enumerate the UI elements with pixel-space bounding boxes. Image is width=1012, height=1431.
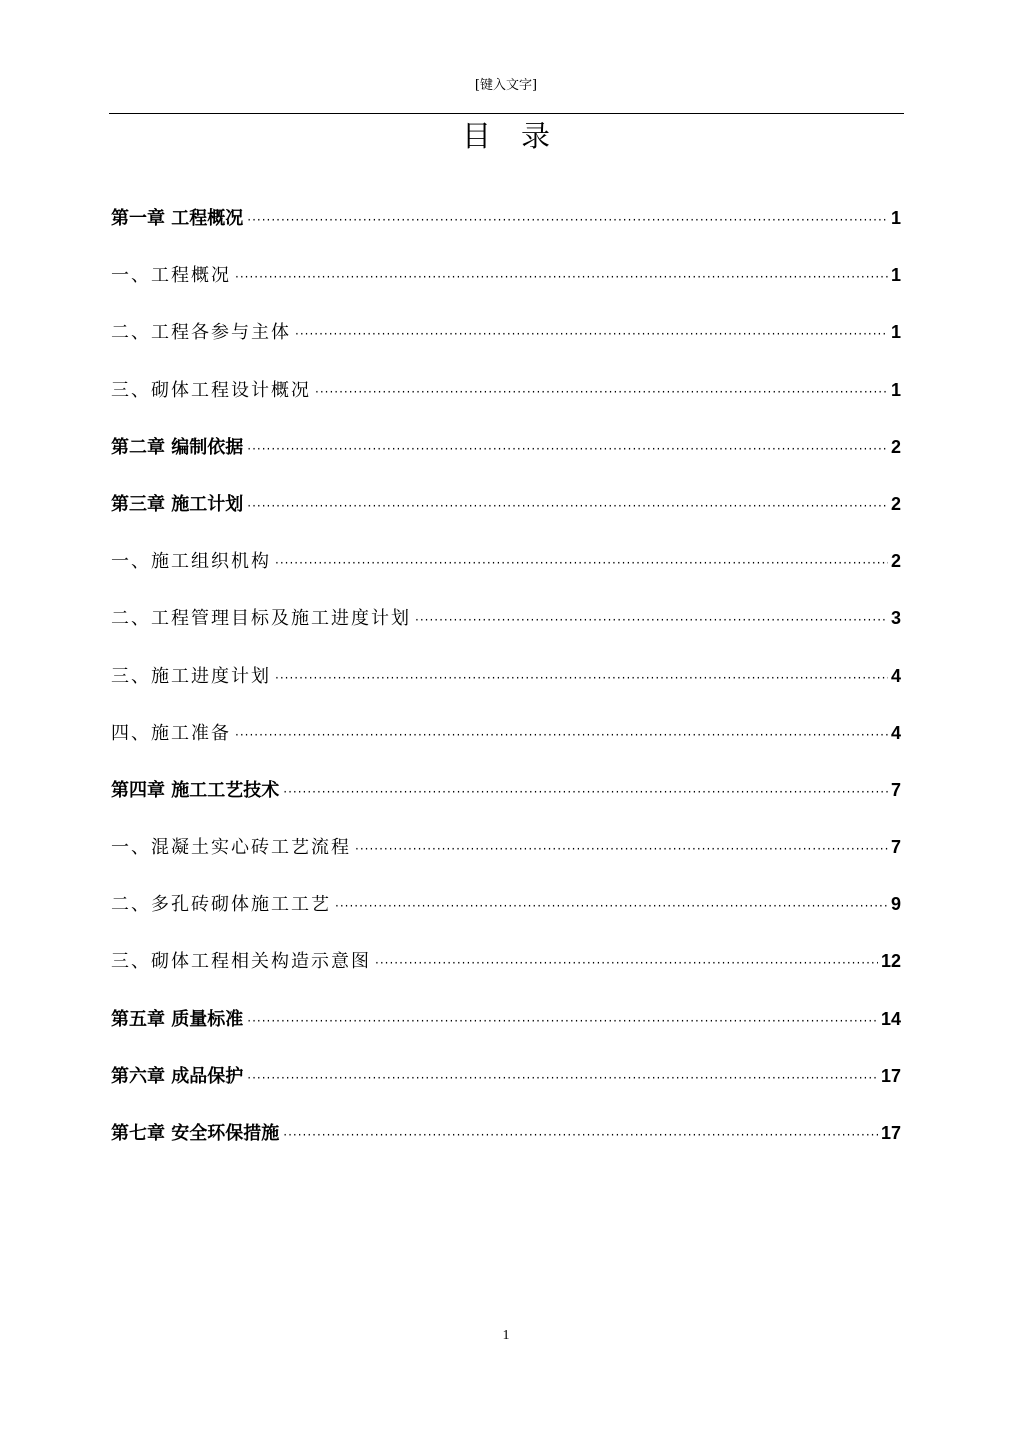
toc-entry-page: 9 [890, 894, 901, 915]
toc-entry-title: 第一章 工程概况 [111, 208, 244, 229]
toc-entry-title: 一、混凝土实心砖工艺流程 [111, 837, 351, 859]
toc-entry-title: 第五章 质量标准 [111, 1008, 244, 1030]
dot-leader [283, 1115, 878, 1155]
toc-entry-title: 第四章 施工工艺技术 [111, 779, 280, 801]
toc-entry[interactable] [111, 1056, 901, 1113]
toc-entry-title: 一、工程概况 [111, 265, 231, 287]
toc-entry-title: 第二章 编制依据 [111, 436, 244, 458]
dot-leader [335, 886, 888, 926]
toc-entry-page: 17 [880, 1065, 901, 1086]
toc-entry-page: 7 [890, 779, 901, 800]
table-of-contents [111, 198, 901, 1170]
toc-entry-page: 17 [880, 1123, 901, 1143]
toc-entry[interactable] [111, 656, 901, 713]
toc-entry[interactable] [111, 312, 901, 369]
toc-entry-title: 三、砌体工程相关构造示意图 [111, 951, 371, 973]
dot-leader [247, 1001, 878, 1041]
toc-entry-title: 二、工程管理目标及施工进度计划 [111, 608, 411, 630]
dot-leader [275, 543, 888, 583]
dot-leader [247, 486, 888, 526]
toc-entry[interactable] [111, 941, 901, 998]
dot-leader [275, 658, 888, 698]
toc-entry-page: 4 [890, 722, 901, 743]
dot-leader [355, 829, 888, 869]
dot-leader [235, 257, 888, 297]
toc-entry-page: 2 [890, 551, 901, 572]
toc-entry[interactable] [111, 770, 901, 827]
toc-entry-page: 1 [890, 208, 901, 228]
dot-leader [247, 200, 888, 240]
page-header: [键入文字] [474, 78, 538, 93]
toc-entry[interactable] [111, 884, 901, 941]
dot-leader [247, 1058, 878, 1098]
dot-leader [315, 372, 888, 412]
page-title: 目录 [461, 119, 580, 153]
dot-leader [375, 943, 878, 983]
header-divider [109, 113, 904, 114]
toc-entry-page: 1 [890, 265, 901, 286]
toc-entry-page: 14 [880, 1008, 901, 1029]
dot-leader [415, 600, 888, 640]
toc-entry-page: 1 [890, 379, 901, 400]
toc-entry[interactable] [111, 713, 901, 770]
toc-entry[interactable] [111, 255, 901, 312]
toc-entry[interactable] [111, 198, 901, 255]
toc-entry[interactable] [111, 598, 901, 655]
dot-leader [283, 772, 888, 812]
toc-entry-title: 二、工程各参与主体 [111, 322, 291, 344]
toc-entry-title: 第六章 成品保护 [111, 1065, 244, 1087]
dot-leader [235, 715, 888, 755]
toc-entry-page: 12 [880, 951, 901, 972]
toc-entry[interactable] [111, 827, 901, 884]
toc-entry-title: 第七章 安全环保措施 [111, 1123, 280, 1144]
toc-entry[interactable] [111, 999, 901, 1056]
toc-entry-page: 3 [890, 608, 901, 629]
toc-entry-page: 4 [890, 665, 901, 686]
toc-entry-title: 四、施工准备 [111, 722, 231, 744]
toc-entry-page: 1 [890, 322, 901, 343]
toc-entry-title: 三、砌体工程设计概况 [111, 379, 311, 401]
toc-entry-title: 一、施工组织机构 [111, 551, 271, 573]
page-number: 1 [502, 1328, 510, 1343]
dot-leader [247, 429, 888, 469]
toc-entry[interactable] [111, 1113, 901, 1170]
toc-entry[interactable] [111, 541, 901, 598]
toc-entry[interactable] [111, 370, 901, 427]
toc-entry-title: 第三章 施工计划 [111, 493, 244, 515]
toc-entry-title: 三、施工进度计划 [111, 665, 271, 687]
dot-leader [295, 314, 888, 354]
toc-entry-page: 2 [890, 493, 901, 514]
toc-entry[interactable] [111, 484, 901, 541]
toc-entry-page: 2 [890, 436, 901, 457]
toc-entry-title: 二、多孔砖砌体施工工艺 [111, 894, 331, 916]
toc-entry-page: 7 [890, 837, 901, 858]
toc-entry[interactable] [111, 427, 901, 484]
